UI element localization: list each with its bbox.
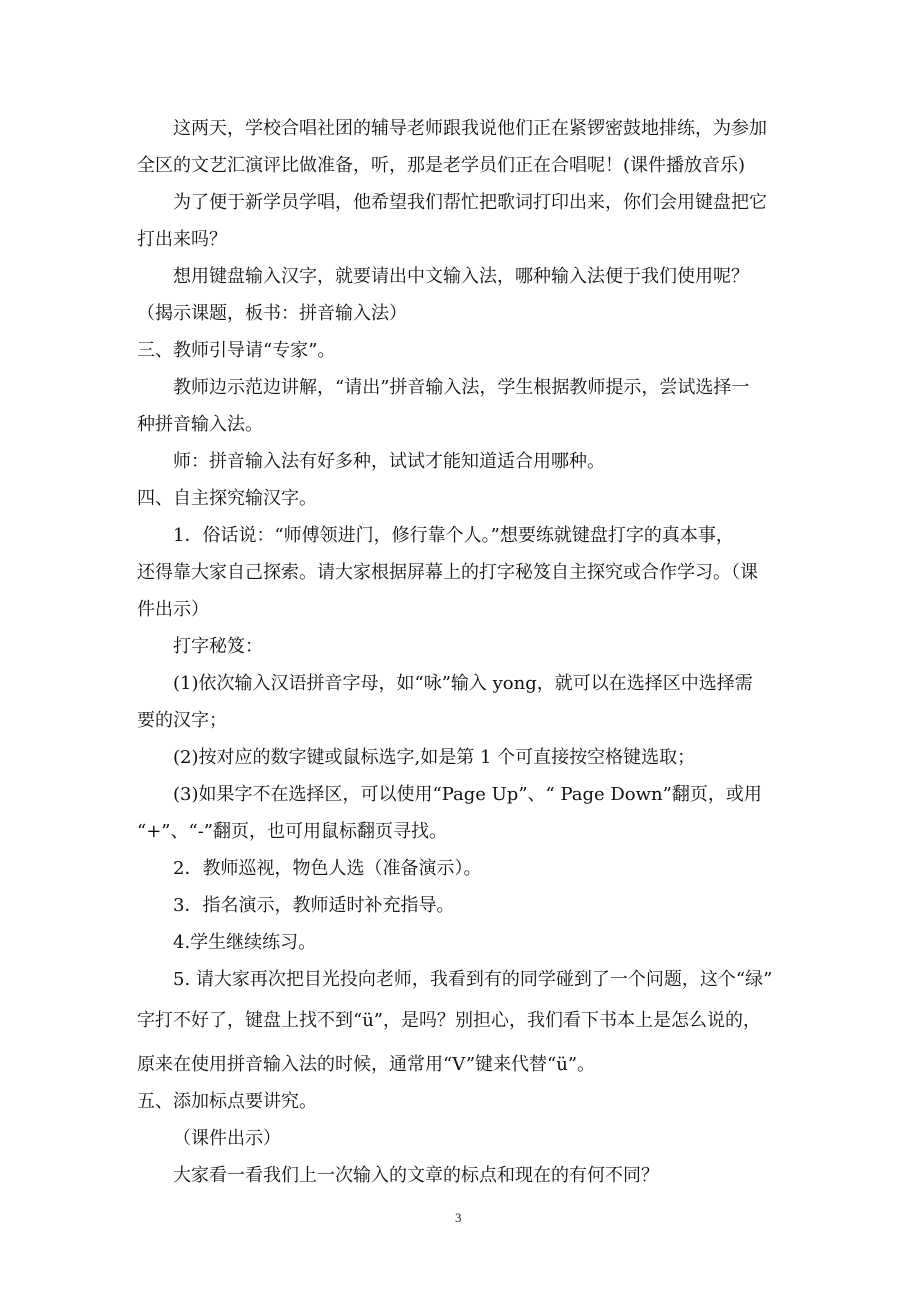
text-line: 种拼音输入法。 — [137, 414, 263, 435]
text-line: 师：拼音输入法有好多种，试试才能知道适合用哪种。 — [173, 451, 605, 472]
text-line: 字打不好了，键盘上找不到“ü”，是吗？别担心，我们看下书本上是怎么说的， — [137, 1010, 761, 1031]
text-line: 2．教师巡视，物色人选（准备演示）。 — [173, 858, 482, 879]
text-line: 件出示） — [137, 599, 209, 620]
text-line: 还得靠大家自己探索。请大家根据屏幕上的打字秘笈自主探究或合作学习。（课 — [137, 562, 758, 583]
text-line: （揭示课题，板书：拼音输入法） — [137, 303, 407, 324]
text-line: 1．俗话说：“师傅领进门，修行靠个人。”想要练就键盘打字的真本事， — [173, 525, 734, 546]
text-line: 打出来吗？ — [137, 229, 227, 250]
text-line: 5. 请大家再次把目光投向老师，我看到有的同学碰到了一个问题，这个“绿” — [173, 969, 773, 990]
text-line: 3．指名演示，教师适时补充指导。 — [173, 895, 455, 916]
section-heading: 三、教师引导请“专家”。 — [137, 340, 336, 361]
text-line: 大家看一看我们上一次输入的文章的标点和现在的有何不同？ — [173, 1165, 659, 1186]
text-line: 原来在使用拼音输入法的时候，通常用“V”键来代替“ü”。 — [137, 1054, 596, 1075]
text-line: 4.学生继续练习。 — [173, 932, 317, 953]
text-line: “+”、“-”翻页，也可用鼠标翻页寻找。 — [137, 821, 447, 842]
section-heading: 五、添加标点要讲究。 — [137, 1091, 317, 1112]
text-line: 教师边示范边讲解，“请出”拼音输入法，学生根据教师提示，尝试选择一 — [173, 377, 750, 398]
text-line: 为了便于新学员学唱，他希望我们帮忙把歌词打印出来，你们会用键盘把它 — [173, 192, 767, 213]
text-line: 全区的文艺汇演评比做准备，听，那是老学员们正在合唱呢！(课件播放音乐) — [137, 155, 746, 176]
section-heading: 四、自主探究输汉字。 — [137, 488, 317, 509]
text-line: 要的汉字； — [137, 710, 227, 731]
page-number: 3 — [455, 1210, 462, 1225]
text-line: (2)按对应的数字键或鼠标选字,如是第 1 个可直接按空格键选取； — [173, 747, 696, 768]
text-line: 想用键盘输入汉字，就要请出中文输入法，哪种输入法便于我们使用呢？ — [173, 266, 749, 287]
text-line: 打字秘笈： — [173, 636, 263, 657]
text-line: (3)如果字不在选择区，可以使用“Page Up”、“ Page Down”翻页，或用 — [173, 784, 762, 805]
text-line: 这两天，学校合唱社团的辅导老师跟我说他们正在紧锣密鼓地排练，为参加 — [173, 118, 767, 139]
text-line: （课件出示） — [173, 1128, 281, 1149]
text-line: (1)依次输入汉语拼音字母，如“咏”输入 yong，就可以在选择区中选择需 — [173, 673, 753, 694]
